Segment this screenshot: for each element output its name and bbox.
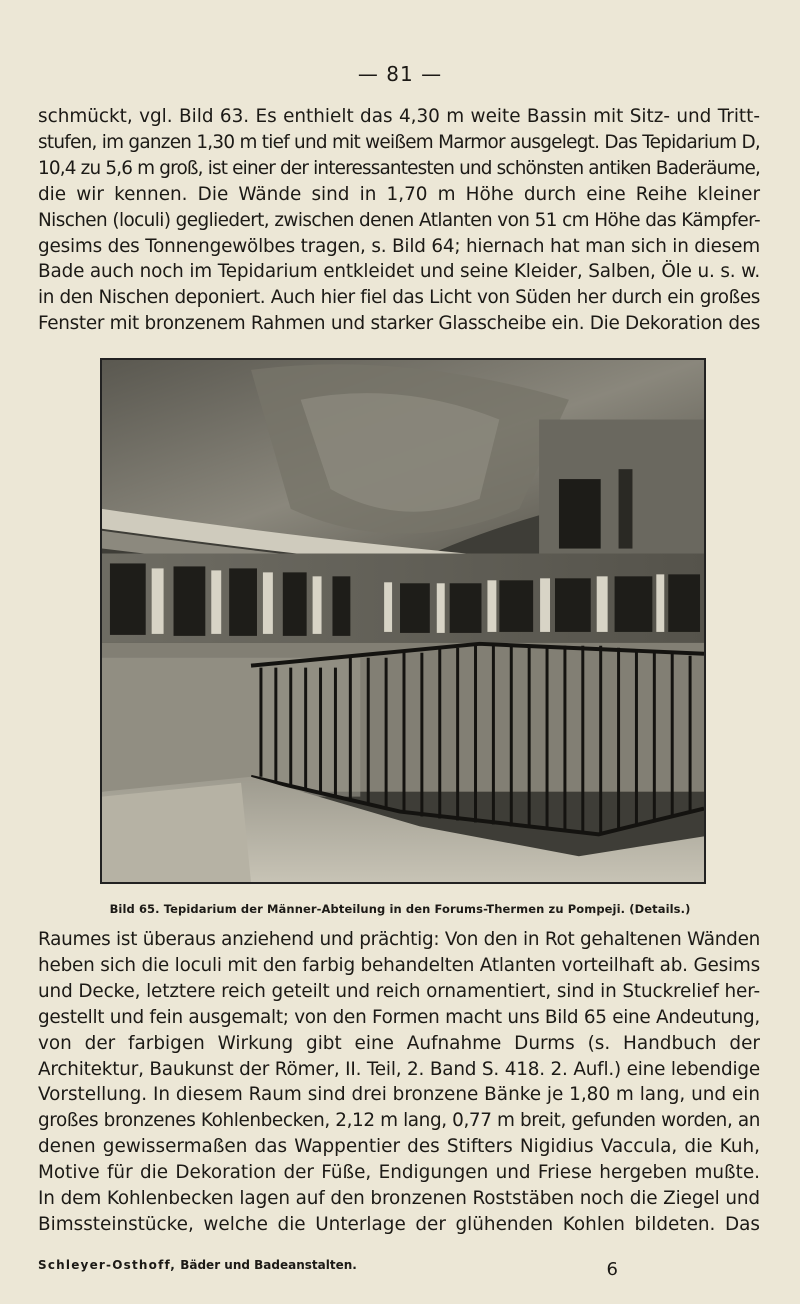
figure-caption: Bild 65. Tepidarium der Männer-Abteilung in den Forums-Thermen zu Pompeji. (Details.) bbox=[109, 902, 691, 916]
text-line: In dem Kohlenbecken lagen auf den bronzenen Roststäben noch die Ziegel und bbox=[38, 1188, 760, 1210]
text-line: gestellt und fein ausgemalt; von den Formen macht uns Bild 65 eine Andeutung, bbox=[38, 1006, 760, 1028]
page-number: — 81 — bbox=[357, 62, 443, 86]
footer-author: Schleyer-Osthoff, bbox=[38, 1258, 177, 1272]
text-line: gesims des Tonnengewölbes tragen, s. Bild 64; hiernach hat man sich in diesem bbox=[38, 235, 760, 257]
body-paragraph-top bbox=[38, 104, 760, 337]
text-line: Bade auch noch im Tepidarium entkleidet und seine Kleider, Salben, Öle u. s. w. bbox=[38, 261, 760, 283]
text-line: stufen, im ganzen 1,30 m tief und mit weißem Marmor ausgelegt. Das Tepidarium D, bbox=[38, 131, 760, 153]
body-paragraph-bottom bbox=[38, 927, 760, 1238]
text-line: Bimssteinstücke, welche die Unterlage der glühenden Kohlen bildeten. Das bbox=[38, 1213, 760, 1235]
sheet-signature: 6 bbox=[606, 1259, 618, 1280]
text-line: großes bronzenes Kohlenbecken, 2,12 m lang, 0,77 m breit, gefunden worden, an bbox=[38, 1110, 760, 1132]
text-line: schmückt, vgl. Bild 63. Es enthielt das 4,30 m weite Bassin mit Sitz- und Tritt- bbox=[38, 106, 760, 127]
text-line: von der farbigen Wirkung gibt eine Aufnahme Durms (s. Handbuch der bbox=[38, 1032, 760, 1054]
text-line: Motive für die Dekoration der Füße, Endigungen und Friese hergeben mußte. bbox=[38, 1162, 760, 1184]
text-line: und Decke, letztere reich geteilt und reich ornamentiert, sind in Stuckrelief her- bbox=[38, 980, 760, 1002]
text-line: 10,4 zu 5,6 m groß, ist einer der interessantesten und schönsten antiken Baderäume, bbox=[38, 157, 760, 179]
photo-illustration bbox=[102, 360, 704, 882]
text-line: Architektur, Baukunst der Römer, II. Teil, 2. Band S. 418. 2. Aufl.) eine lebendige bbox=[38, 1058, 760, 1080]
text-line: Fenster mit bronzenem Rahmen und starker Glasscheibe ein. Die Dekoration des bbox=[38, 313, 760, 335]
text-line: in den Nischen deponiert. Auch hier fiel das Licht von Süden her durch ein großes bbox=[38, 287, 760, 309]
text-line: Nischen (loculi) gegliedert, zwischen denen Atlanten von 51 cm Höhe das Kämpfer- bbox=[38, 209, 760, 231]
tepidarium-photograph bbox=[100, 358, 706, 884]
page-footer bbox=[38, 1258, 760, 1282]
footer-source bbox=[38, 1258, 357, 1272]
text-line: denen gewissermaßen das Wappentier des Stifters Nigidius Vaccula, die Kuh, bbox=[38, 1136, 760, 1158]
text-line: die wir kennen. Die Wände sind in 1,70 m Höhe durch eine Reihe kleiner bbox=[38, 183, 760, 205]
text-line: Vorstellung. In diesem Raum sind drei bronzene Bänke je 1,80 m lang, und ein bbox=[38, 1084, 760, 1106]
footer-title: Bäder und Badeanstalten. bbox=[180, 1258, 357, 1272]
text-line: heben sich die loculi mit den farbig behandelten Atlanten vorteilhaft ab. Gesims bbox=[38, 954, 761, 976]
text-line: Raumes ist überaus anziehend und prächtig: Von den in Rot gehaltenen Wänden bbox=[38, 929, 760, 950]
